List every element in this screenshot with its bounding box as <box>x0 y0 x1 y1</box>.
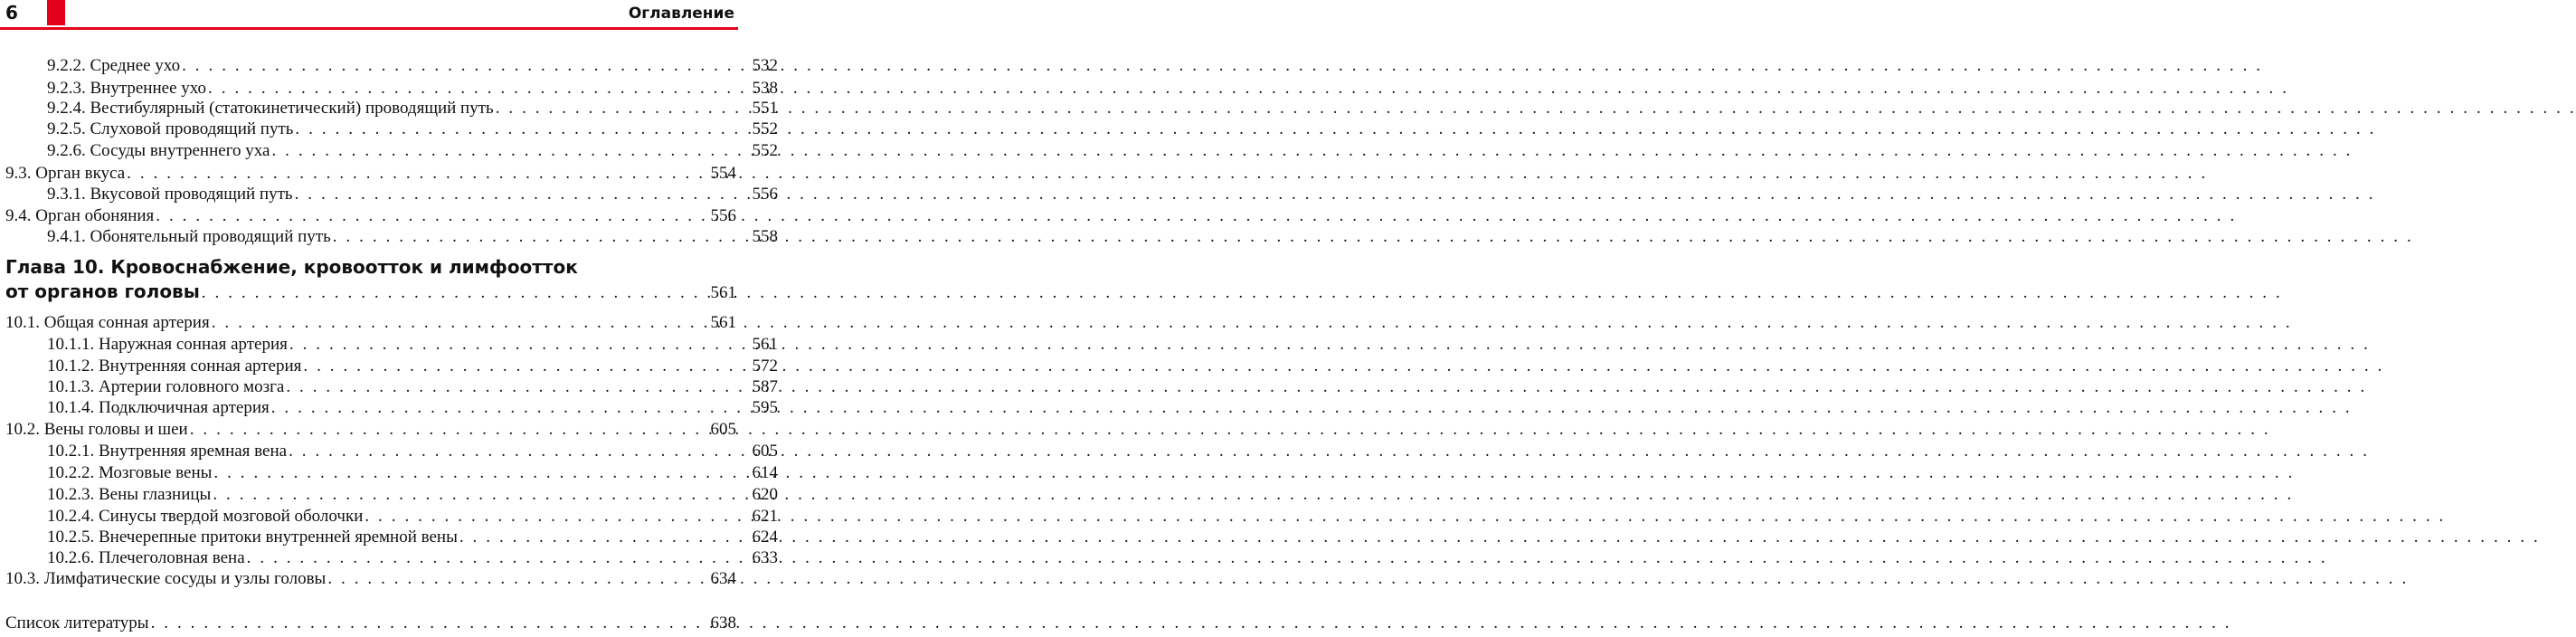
dot-leader <box>202 282 709 304</box>
dot-leader <box>271 140 750 162</box>
toc-entry-10-2-1[interactable] <box>0 441 778 462</box>
toc-entry-10-1-4[interactable] <box>0 397 778 419</box>
toc-entry-9-2-6[interactable] <box>0 140 778 162</box>
toc-entry-label: 10.2.1. Внутренняя яремная вена <box>47 442 288 461</box>
toc-entry-10-1[interactable] <box>0 312 736 334</box>
toc-entry-10-1-3[interactable] <box>0 376 778 398</box>
dot-leader <box>303 356 750 377</box>
toc-entry-page: 634 <box>710 569 736 588</box>
dot-leader <box>289 334 751 356</box>
toc-entry-page: 620 <box>752 485 778 504</box>
dot-leader <box>333 226 751 248</box>
toc-entry-page: 552 <box>752 119 778 138</box>
toc-entry-label: 9.3.1. Вкусовой проводящий путь <box>47 185 293 204</box>
dot-leader <box>127 163 708 185</box>
toc-entry-10-2-4[interactable] <box>0 506 778 528</box>
toc-entry-page: 595 <box>752 398 778 417</box>
toc-entry-10-2-3[interactable] <box>0 484 778 506</box>
toc-entry-label: 9.4.1. Обонятельный проводящий путь <box>47 227 331 246</box>
toc-entry-label: 9.2.3. Внутреннее ухо <box>47 79 207 98</box>
toc-entry-page: 638 <box>710 613 736 632</box>
toc-entry-10-3[interactable] <box>0 568 736 590</box>
dot-leader <box>295 184 751 205</box>
toc-entry-9-3[interactable] <box>0 163 736 185</box>
dot-leader <box>151 613 709 634</box>
page-header <box>0 0 738 31</box>
toc-entry-9-2-4[interactable] <box>0 98 778 119</box>
toc-entry-label: 9.3. Орган вкуса <box>5 164 126 183</box>
toc-entry-label: 9.4. Орган обоняния <box>5 206 155 225</box>
toc-entry-page: 556 <box>710 206 736 225</box>
dot-leader <box>213 484 750 506</box>
toc-entry-label: Список литературы <box>5 613 149 632</box>
toc-entry-label: 10.2.2. Мозговые вены <box>47 463 213 482</box>
toc-entry-label: 10.2.6. Плечеголовная вена <box>47 548 245 567</box>
toc-entry-label: 9.2.5. Слуховой проводящий путь <box>47 119 294 138</box>
toc-entry-label: 10.1.3. Артерии головного мозга <box>47 377 285 396</box>
toc-entry-10-1-2[interactable] <box>0 356 778 377</box>
toc-entry-9-3-1[interactable] <box>0 184 778 205</box>
section-title: Оглавление <box>628 5 734 23</box>
toc-entry-page: 561 <box>710 313 736 332</box>
dot-leader <box>190 419 709 441</box>
toc-entry-page: 551 <box>752 99 778 118</box>
toc-entry-page: 538 <box>752 79 778 98</box>
toc-entry-9-4[interactable] <box>0 205 736 227</box>
toc-entry-10-2-6[interactable] <box>0 547 778 569</box>
toc-entry-9-4-1[interactable] <box>0 226 778 248</box>
toc-entry-label: 10.1.4. Подключичная артерия <box>47 398 270 417</box>
toc-entry-page: 556 <box>752 185 778 204</box>
page-number: 6 <box>5 2 18 24</box>
toc-entry-page: 554 <box>710 164 736 183</box>
toc-entry-10-2-5[interactable] <box>0 527 778 548</box>
toc-entry-label: 9.2.6. Сосуды внутреннего уха <box>47 141 270 160</box>
toc-entry-page: 552 <box>752 141 778 160</box>
dot-leader <box>365 506 750 528</box>
dot-leader <box>271 397 751 419</box>
toc-entry-label: 10.1.2. Внутренняя сонная артерия <box>47 357 302 376</box>
toc-entry-10-2-2[interactable] <box>0 462 778 484</box>
dot-leader <box>213 462 750 484</box>
dot-leader <box>459 527 751 548</box>
toc-entry-page: 572 <box>752 357 778 376</box>
toc-entry-label: 10.1. Общая сонная артерия <box>5 313 210 332</box>
chapter-heading-label: от органов головы <box>5 280 200 302</box>
toc-entry-label: 10.3. Лимфатические сосуды и узлы головы <box>5 569 327 588</box>
toc-entry-page: 633 <box>752 548 778 567</box>
dot-leader <box>496 98 751 119</box>
dot-leader <box>247 547 751 569</box>
toc-entry-page: 624 <box>752 528 778 547</box>
chapter-heading-line2[interactable] <box>0 280 736 302</box>
toc-entry-page: 605 <box>710 420 736 439</box>
dot-leader <box>156 205 708 227</box>
toc-entry-page: 561 <box>752 335 778 354</box>
toc-entry-label: 9.2.4. Вестибулярный (статокинетический) проводящий путь <box>47 99 494 118</box>
dot-leader <box>286 376 750 398</box>
dot-leader <box>182 55 750 77</box>
toc-entry-label: 10.2.3. Вены глазницы <box>47 485 212 504</box>
toc-entry-label: 10.2.5. Внечерепные притоки внутренней яремной вены <box>47 528 458 547</box>
toc-entry-9-2-3[interactable] <box>0 78 778 100</box>
toc-entry-label: 9.2.2. Среднее ухо <box>47 56 181 75</box>
dot-leader <box>327 568 708 590</box>
accent-block <box>47 0 65 25</box>
toc-entry-10-1-1[interactable] <box>0 334 778 356</box>
dot-leader <box>208 78 750 100</box>
dot-leader <box>295 119 750 140</box>
dot-leader <box>212 312 709 334</box>
toc-entry-label: 10.2.4. Синусы твердой мозговой оболочки <box>47 507 364 526</box>
toc-entry-page: 614 <box>752 463 778 482</box>
toc-entry-10-2[interactable] <box>0 419 736 441</box>
toc-entry-9-2-2[interactable] <box>0 55 778 77</box>
toc-entry-page: 558 <box>752 227 778 246</box>
toc-entry-label: 10.2. Вены головы и шеи <box>5 420 188 439</box>
toc-entry-9-2-5[interactable] <box>0 119 778 140</box>
header-rule <box>0 27 738 30</box>
toc-entry-page: 621 <box>752 507 778 526</box>
toc-entry-bibliography[interactable] <box>0 613 736 634</box>
chapter-heading-line1[interactable]: Глава 10. Кровоснабжение, кровоотток и лимфоотток <box>5 256 578 278</box>
chapter-page: 561 <box>710 283 736 302</box>
toc-entry-page: 587 <box>752 377 778 396</box>
toc-entry-label: 10.1.1. Наружная сонная артерия <box>47 335 288 354</box>
toc-entry-page: 605 <box>752 442 778 461</box>
dot-leader <box>289 441 750 462</box>
toc-entry-page: 532 <box>752 56 778 75</box>
